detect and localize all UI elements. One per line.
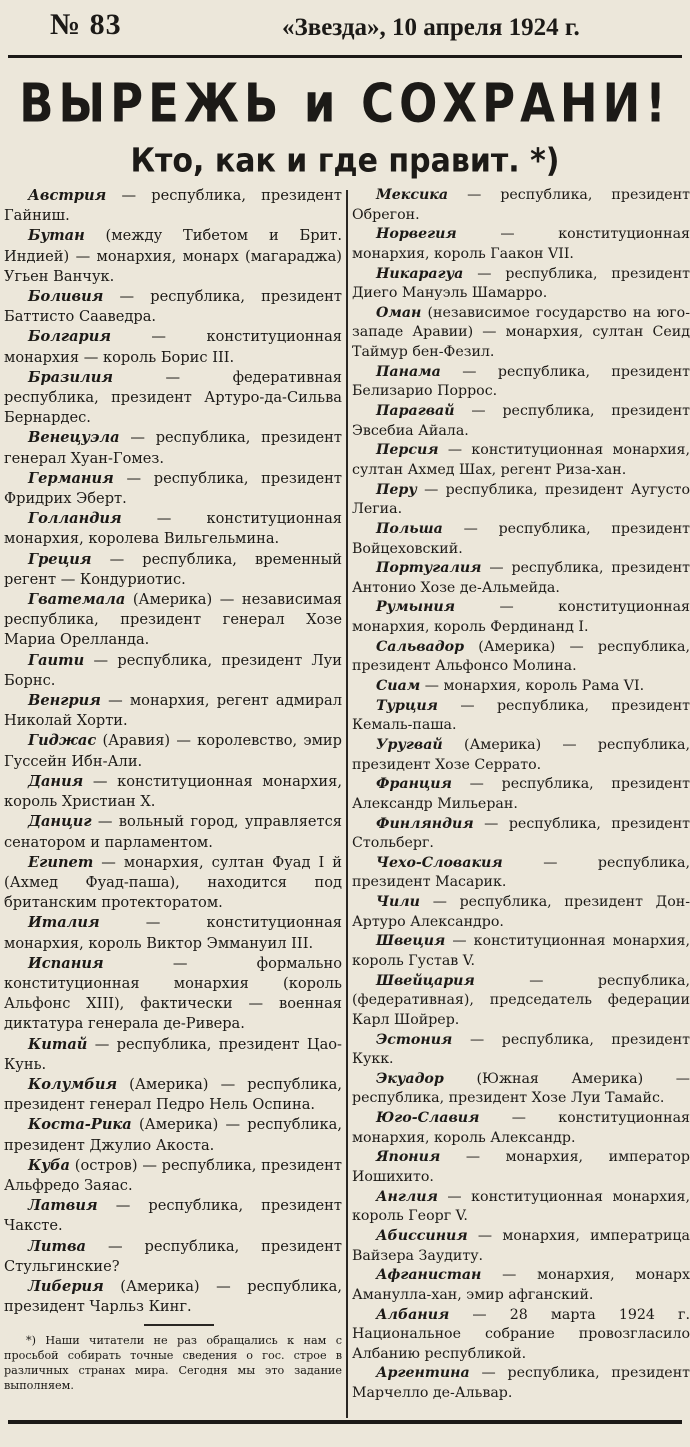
country-description: — 28 марта 1924 г. Национальное собрание провозгласило Албанию республикой. <box>352 1306 690 1362</box>
country-description: (Америка) — независимая республика, президент генерал Хозе Мариа Орелланда. <box>4 591 342 649</box>
country-entry <box>352 1109 690 1148</box>
country-entry <box>352 775 690 814</box>
country-name: Италия <box>28 914 100 932</box>
country-name: Болгария <box>28 328 111 346</box>
country-name: Китай <box>28 1035 88 1053</box>
country-name: Перу <box>376 481 417 498</box>
country-description: — республика, президент Масарик. <box>352 854 690 891</box>
country-description: — республика, президент Обрегон. <box>352 187 690 223</box>
country-entry <box>352 1364 690 1403</box>
country-name: Экуадор <box>376 1070 444 1087</box>
country-entry <box>352 186 690 225</box>
country-entry <box>4 590 342 651</box>
country-entry <box>4 772 342 812</box>
country-name: Чили <box>376 894 420 911</box>
bottom-rule <box>8 1420 682 1424</box>
country-entry <box>352 1306 690 1365</box>
country-description: — республика, президент генерал Хуан-Гомез. <box>4 429 342 467</box>
country-description: — монархия, монарх Аманулла-хан, эмир афганский. <box>352 1267 690 1303</box>
country-name: Гиджас <box>28 732 97 750</box>
country-name: Гватемала <box>28 591 126 609</box>
country-description: — республика, президент Антонио Хозе де-Альмейда. <box>352 560 690 596</box>
country-name: Швейцария <box>376 972 475 989</box>
country-entry <box>4 509 342 549</box>
country-entry <box>352 265 690 304</box>
country-name: Бразилия <box>28 368 113 386</box>
country-description: (между Тибетом и Брит. Индией) — монархия, монарх (магараджа) Угьен Ванчук. <box>4 227 342 285</box>
country-description: — республика, президент Баттисто Сааведра. <box>4 288 342 326</box>
country-description: — республика, президент Дон-Артуро Александро. <box>352 894 690 930</box>
country-entry <box>352 559 690 598</box>
country-name: Польша <box>376 520 443 537</box>
country-description: — конституционная монархия, король Христиан X. <box>4 772 342 811</box>
country-entry <box>4 1277 342 1317</box>
country-entry <box>352 1148 690 1187</box>
country-name: Афганистан <box>376 1267 482 1284</box>
country-description: — вольный город, управляется сенатором и парламентом. <box>4 813 342 851</box>
country-description: — республика, президент Эвсебиа Айала. <box>352 403 690 439</box>
country-name: Австрия <box>28 187 107 204</box>
country-description: — монархия, султан Фуад I й (Ахмед Фуад-паша), находится под британским протекторатом. <box>4 853 342 912</box>
country-description: — республика, временный регент — Кондуриотис. <box>4 550 342 588</box>
country-entry <box>4 853 342 914</box>
country-name: Коста-Рика <box>28 1116 132 1134</box>
country-description: (Америка) — республика, президент генерал Педро Нель Оспина. <box>4 1075 342 1114</box>
country-entry <box>4 731 342 771</box>
country-name: Оман <box>376 304 422 321</box>
country-entry <box>352 638 690 677</box>
country-name: Швеция <box>376 933 446 950</box>
country-name: Япония <box>376 1149 441 1166</box>
country-description: — республика, президент Стульгинские? <box>4 1237 342 1275</box>
country-name: Либерия <box>28 1277 104 1295</box>
country-entry <box>352 854 690 893</box>
country-entry <box>4 287 342 327</box>
country-name: Мексика <box>376 187 449 203</box>
country-entry <box>352 1070 690 1109</box>
country-description: — республика, президент Кукк. <box>352 1031 690 1068</box>
country-entry <box>4 327 342 367</box>
country-entry <box>352 1188 690 1227</box>
country-entry <box>352 520 690 559</box>
country-name: Турция <box>376 697 438 714</box>
country-description: — республика, (федеративная), председатель федерации Карл Шойрер. <box>352 972 690 1028</box>
country-entry <box>352 893 690 932</box>
country-name: Норвегия <box>376 226 457 243</box>
issue-number: № 83 <box>50 8 122 41</box>
country-name: Голландия <box>28 510 122 528</box>
country-description: — конституционная монархия — король Борис III. <box>4 328 342 366</box>
country-name: Финляндия <box>376 815 474 832</box>
country-entry <box>4 368 342 429</box>
country-name: Никарагуа <box>376 265 464 282</box>
country-description: — республика, президент Фридрих Эберт. <box>4 469 342 508</box>
country-description: (Аравия) — королевство, эмир Гуссейн Ибн-Али. <box>4 732 342 770</box>
country-name: Куба <box>28 1156 70 1174</box>
country-description: — республика, президент Аугусто Легиа. <box>352 481 690 518</box>
country-description: (Южная Америка) — республика, президент Хозе Луи Тамайс. <box>352 1070 690 1107</box>
country-name: Албания <box>376 1306 450 1323</box>
country-entry <box>4 226 342 287</box>
country-description: — конституционная монархия, королева Вильгельмина. <box>4 510 342 548</box>
page-header <box>0 0 690 58</box>
country-entry <box>352 441 690 480</box>
country-name: Румыния <box>376 599 456 616</box>
country-description: — конституционная монархия, король Густав V. <box>352 933 690 969</box>
country-description: — республика, президент Стольберг. <box>352 815 690 852</box>
country-entry <box>4 1075 342 1115</box>
country-entry <box>352 1266 690 1305</box>
country-name: Египет <box>28 853 94 871</box>
country-entry <box>4 954 342 1035</box>
headline: ВЫРЕЖЬ и СОХРАНИ! <box>19 72 671 135</box>
country-name: Португалия <box>376 560 482 577</box>
country-entry <box>352 677 690 697</box>
country-name: Парагвай <box>376 403 455 420</box>
country-description: — республика, президент Войцеховский. <box>352 520 690 557</box>
country-name: Сальвадор <box>376 638 464 655</box>
country-description: — конституционная монархия, султан Ахмед Шах, регент Риза-хан. <box>352 442 690 478</box>
country-name: Аргентина <box>376 1365 470 1382</box>
country-description: — республика, президент Гайниш. <box>4 187 342 225</box>
country-name: Венгрия <box>28 692 101 710</box>
country-description: (Америка) — республика, президент Альфонсо Молина. <box>352 638 690 675</box>
country-entry <box>4 550 342 590</box>
country-name: Боливия <box>28 288 104 306</box>
country-entry <box>352 736 690 775</box>
subheadline: Кто, как и где правит. *) <box>130 142 560 181</box>
country-entry <box>352 363 690 402</box>
country-description: — республика, президент Луи Борнс. <box>4 651 342 689</box>
country-name: Греция <box>28 550 92 568</box>
country-name: Эстония <box>376 1031 453 1048</box>
country-description: (остров) — республика, президент Альфредо Заяас. <box>4 1156 342 1194</box>
publication-line: «Звезда», 10 апреля 1924 г. <box>282 14 580 41</box>
left-column <box>4 186 342 1394</box>
country-entry <box>4 1156 342 1196</box>
country-entry <box>352 697 690 736</box>
footnote: *) Наши читатели не раз обращались к нам с просьбой собирать точные сведения о гос. строе в различных странах мира. Сегодня мы это задание выполняем. <box>4 1334 342 1392</box>
country-description: — монархия, король Рама VI. <box>420 678 645 695</box>
country-description: — конституционная монархия, король Фердинанд I. <box>352 599 690 636</box>
country-entry <box>4 428 342 468</box>
country-description: — республика, президент Чаксте. <box>4 1197 342 1235</box>
country-entry <box>4 1196 342 1236</box>
country-name: Венецуэла <box>28 429 120 447</box>
country-name: Уругвай <box>376 736 443 753</box>
footnote-separator <box>144 1324 214 1326</box>
country-name: Сиам <box>376 678 421 695</box>
country-name: Франция <box>376 776 452 793</box>
country-name: Германия <box>28 469 114 487</box>
country-entry <box>4 913 342 953</box>
country-name: Латвия <box>28 1197 98 1215</box>
country-description: — конституционная монархия, король Александр. <box>352 1110 690 1146</box>
country-description: — конституционная монархия, король Гаакон VII. <box>352 226 690 262</box>
country-name: Чехо-Словакия <box>376 854 503 871</box>
country-name: Панама <box>376 363 441 380</box>
country-description: — федеративная республика, президент Артуро-да-Сильва Бернардес. <box>4 368 342 427</box>
country-name: Данциг <box>28 813 92 831</box>
country-description: — республика, президент Кемаль-паша. <box>352 697 690 734</box>
country-description: (Америка) — республика, президент Хозе Серрато. <box>352 736 690 773</box>
country-entry <box>352 815 690 854</box>
country-entry <box>352 304 690 363</box>
country-entry <box>4 1237 342 1277</box>
country-description: — республика, президент Белизарио Поррос. <box>352 363 690 400</box>
country-description: — монархия, регент адмирал Николай Хорти. <box>4 692 342 730</box>
country-entry <box>4 186 342 226</box>
country-description: — республика, президент Цао-Кунь. <box>4 1035 342 1073</box>
country-description: — республика, президент Марчелло де-Альвар. <box>352 1365 690 1402</box>
country-description: (Америка) — республика, президент Джулио Акоста. <box>4 1116 342 1154</box>
header-rule <box>8 55 682 58</box>
column-divider <box>346 190 348 1418</box>
country-entry <box>352 932 690 971</box>
country-description: — формально конституционная монархия (король Альфонс XIII), фактически — военная диктатура генерала де-Ривера. <box>4 954 342 1033</box>
right-column <box>352 186 690 1404</box>
country-description: (независимое государство на юго-западе Аравии) — монархия, султан Сеид Таймур бен-Фезил. <box>352 304 690 361</box>
country-entry <box>4 691 342 731</box>
country-entry <box>352 1031 690 1070</box>
country-entry <box>352 972 690 1031</box>
country-name: Персия <box>376 442 439 459</box>
country-name: Гаити <box>28 651 85 669</box>
country-description: — республика, президент Александр Мильеран. <box>352 776 690 812</box>
country-entry <box>4 651 342 691</box>
country-name: Испания <box>28 954 104 972</box>
country-description: — монархия, императрица Вайзера Заудиту. <box>352 1227 690 1264</box>
country-entry <box>4 469 342 509</box>
country-name: Бутан <box>28 227 85 245</box>
country-description: — конституционная монархия, король Георг V. <box>352 1188 690 1225</box>
country-entry <box>352 225 690 264</box>
country-description: (Америка) — республика, президент Чарльз Кинг. <box>4 1277 342 1316</box>
country-name: Колумбия <box>28 1075 118 1093</box>
country-name: Дания <box>28 772 84 790</box>
country-description: — республика, президент Диего Мануэль Шамарро. <box>352 265 690 302</box>
country-entry <box>352 402 690 441</box>
country-entry <box>352 1227 690 1266</box>
country-entry <box>4 1115 342 1155</box>
country-name: Англия <box>376 1188 438 1205</box>
country-entry <box>352 598 690 637</box>
country-entry <box>4 1035 342 1075</box>
country-entry <box>352 481 690 520</box>
country-name: Юго-Славия <box>376 1110 480 1127</box>
country-description: — монархия, император Иошихито. <box>352 1149 690 1186</box>
country-description: — конституционная монархия, король Виктор Эммануил III. <box>4 914 342 952</box>
country-name: Абиссиния <box>376 1227 468 1244</box>
country-name: Литва <box>28 1237 86 1255</box>
country-entry <box>4 812 342 852</box>
